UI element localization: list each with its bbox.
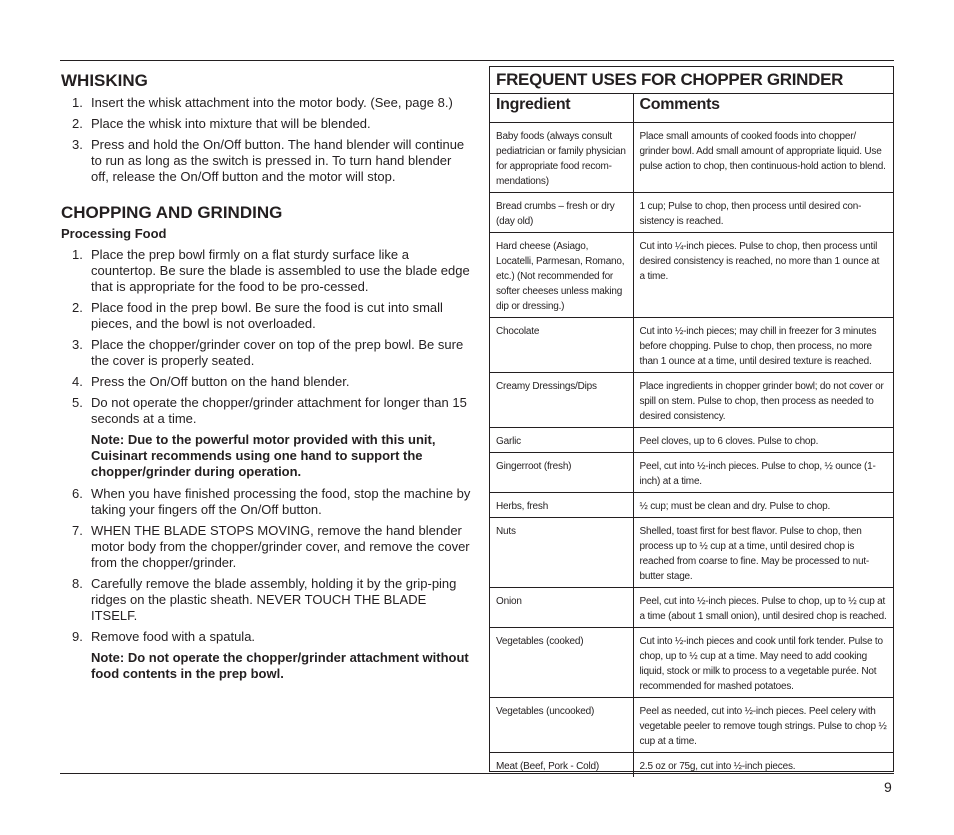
table-row bbox=[490, 493, 893, 518]
step-number: 7. bbox=[72, 523, 83, 538]
list-item bbox=[61, 337, 471, 369]
list-item bbox=[61, 374, 471, 390]
ingredient-cell: Onion bbox=[490, 588, 633, 628]
comment-cell: ½ cup; must be clean and dry. Pulse to chop. bbox=[633, 493, 893, 518]
comment-cell: Peel, cut into ½-inch pieces. Pulse to chop, ½ ounce (1-inch) at a time. bbox=[633, 453, 893, 493]
step-number: 4. bbox=[72, 374, 83, 389]
page-number: 9 bbox=[884, 779, 892, 795]
comment-cell: Peel as needed, cut into ½-inch pieces. Peel celery with vegetable peeler to remove tough strings. Pulse to chop ½ cup at a time. bbox=[633, 698, 893, 753]
list-item bbox=[61, 137, 471, 185]
top-rule bbox=[60, 60, 894, 61]
step-text: Remove food with a spatula. bbox=[91, 629, 256, 644]
step-text: WHEN THE BLADE STOPS MOVING, remove the hand blender motor body from the chopper/grinder cover, and remove the cover from the chopper/grinder. bbox=[91, 523, 470, 570]
step-text: When you have finished processing the food, stop the machine by taking your fingers off the On/Off button. bbox=[91, 486, 471, 517]
column-header-ingredient: Ingredient bbox=[490, 94, 633, 123]
comment-cell: 2.5 oz or 75g, cut into ½-inch pieces. bbox=[633, 753, 893, 778]
ingredient-cell: Herbs, fresh bbox=[490, 493, 633, 518]
table-row bbox=[490, 428, 893, 453]
step-text: Place the prep bowl firmly on a flat sturdy surface like a countertop. Be sure the blade is assembled to use the blade edge that is appropriate for the food to be pro-cessed. bbox=[91, 247, 470, 294]
step-text: Press and hold the On/Off button. The hand blender will continue to run as long as the switch is pressed in. To turn hand blender off, release the On/Off button and the motor will stop. bbox=[91, 137, 465, 184]
table-row bbox=[490, 628, 893, 698]
step-text: Press the On/Off button on the hand blender. bbox=[91, 374, 350, 389]
step-number: 5. bbox=[72, 395, 83, 410]
table-row bbox=[490, 518, 893, 588]
table-header-row bbox=[490, 94, 893, 123]
frequent-uses-table bbox=[489, 66, 894, 772]
list-item bbox=[61, 486, 471, 518]
ingredient-cell: Garlic bbox=[490, 428, 633, 453]
whisking-steps bbox=[61, 95, 471, 185]
table-row bbox=[490, 233, 893, 318]
comment-cell: Cut into ½-inch pieces and cook until fork tender. Pulse to chop, up to ½ cup at a time. May need to add cooking liquid, stock or milk to process to a vegetable purée. Not recommended for mashed potatoes. bbox=[633, 628, 893, 698]
step-text: Carefully remove the blade assembly, holding it by the grip-ping ridges on the plastic sheath. NEVER TOUCH THE BLADE ITSELF. bbox=[91, 576, 457, 623]
chopping-steps-continued bbox=[61, 486, 471, 645]
processing-food-subheading: Processing Food bbox=[61, 226, 167, 241]
ingredient-cell: Vegetables (uncooked) bbox=[490, 698, 633, 753]
ingredient-cell: Gingerroot (fresh) bbox=[490, 453, 633, 493]
comment-cell: Place ingredients in chopper grinder bowl; do not cover or spill on stem. Pulse to chop, then process as needed to desired consistency. bbox=[633, 373, 893, 428]
step-number: 6. bbox=[72, 486, 83, 501]
list-item bbox=[61, 576, 471, 624]
ingredient-cell: Baby foods (always consult pediatrician or family physician for appropriate food recom-mendations) bbox=[490, 123, 633, 193]
uses-table bbox=[490, 94, 893, 777]
ingredient-cell: Nuts bbox=[490, 518, 633, 588]
comment-cell: Place small amounts of cooked foods into chopper/ grinder bowl. Add small amount of appropriate liquid. Use pulse action to chop, then continuous-hold action to blend. bbox=[633, 123, 893, 193]
table-row bbox=[490, 193, 893, 233]
table-row bbox=[490, 318, 893, 373]
step-number: 2. bbox=[72, 116, 83, 131]
step-number: 9. bbox=[72, 629, 83, 644]
list-item bbox=[61, 395, 471, 427]
list-item bbox=[61, 247, 471, 295]
step-text: Place the whisk into mixture that will be blended. bbox=[91, 116, 371, 131]
table-title: FREQUENT USES FOR CHOPPER GRINDER bbox=[490, 67, 893, 94]
step-number: 3. bbox=[72, 137, 83, 152]
step-text: Place the chopper/grinder cover on top of the prep bowl. Be sure the cover is properly seated. bbox=[91, 337, 464, 368]
instructions-column bbox=[61, 70, 471, 688]
step-number: 1. bbox=[72, 95, 83, 110]
step-text: Do not operate the chopper/grinder attachment for longer than 15 seconds at a time. bbox=[91, 395, 467, 426]
food-contents-note: Note: Do not operate the chopper/grinder attachment without food contents in the prep bowl. bbox=[91, 650, 469, 681]
comment-cell: Cut into ½-inch pieces; may chill in freezer for 3 minutes before chopping. Pulse to chop, then process, no more than 1 ounce at a time, until desired texture is reached. bbox=[633, 318, 893, 373]
step-text: Place food in the prep bowl. Be sure the food is cut into small pieces, and the bowl is not overloaded. bbox=[91, 300, 443, 331]
table-row bbox=[490, 373, 893, 428]
step-text: Insert the whisk attachment into the motor body. (See, page 8.) bbox=[91, 95, 453, 110]
list-item bbox=[61, 95, 471, 111]
ingredient-cell: Chocolate bbox=[490, 318, 633, 373]
list-item bbox=[61, 523, 471, 571]
support-note: Note: Due to the powerful motor provided with this unit, Cuisinart recommends using one hand to support the chopper/grinder during operation. bbox=[91, 432, 436, 479]
table-row bbox=[490, 588, 893, 628]
chopping-steps bbox=[61, 247, 471, 427]
comment-cell: 1 cup; Pulse to chop, then process until desired con-sistency is reached. bbox=[633, 193, 893, 233]
comment-cell: Shelled, toast first for best flavor. Pulse to chop, then process up to ½ cup at a time, until desired chop is reached from coarse to fine. May be processed to nut-butter stage. bbox=[633, 518, 893, 588]
step-number: 8. bbox=[72, 576, 83, 591]
whisking-heading: WHISKING bbox=[61, 71, 148, 90]
comment-cell: Peel, cut into ½-inch pieces. Pulse to chop, up to ½ cup at a time (about 1 small onion), until desired chop is reached. bbox=[633, 588, 893, 628]
ingredient-cell: Creamy Dressings/Dips bbox=[490, 373, 633, 428]
table-row bbox=[490, 698, 893, 753]
step-number: 2. bbox=[72, 300, 83, 315]
table-row bbox=[490, 123, 893, 193]
list-item bbox=[61, 300, 471, 332]
table-row bbox=[490, 453, 893, 493]
list-item bbox=[61, 116, 471, 132]
list-item bbox=[61, 629, 471, 645]
step-number: 3. bbox=[72, 337, 83, 352]
ingredient-cell: Vegetables (cooked) bbox=[490, 628, 633, 698]
ingredient-cell: Meat (Beef, Pork - Cold) bbox=[490, 753, 633, 778]
chopping-heading: CHOPPING AND GRINDING bbox=[61, 203, 283, 222]
bottom-rule bbox=[60, 773, 894, 774]
comment-cell: Cut into ¼-inch pieces. Pulse to chop, then process until desired consistency is reached, no more than 1 ounce at a time. bbox=[633, 233, 893, 318]
ingredient-cell: Hard cheese (Asiago, Locatelli, Parmesan, Romano, etc.) (Not recommended for softer cheeses unless making dip or dressing.) bbox=[490, 233, 633, 318]
column-header-comments: Comments bbox=[633, 94, 893, 123]
step-number: 1. bbox=[72, 247, 83, 262]
ingredient-cell: Bread crumbs – fresh or dry (day old) bbox=[490, 193, 633, 233]
comment-cell: Peel cloves, up to 6 cloves. Pulse to chop. bbox=[633, 428, 893, 453]
